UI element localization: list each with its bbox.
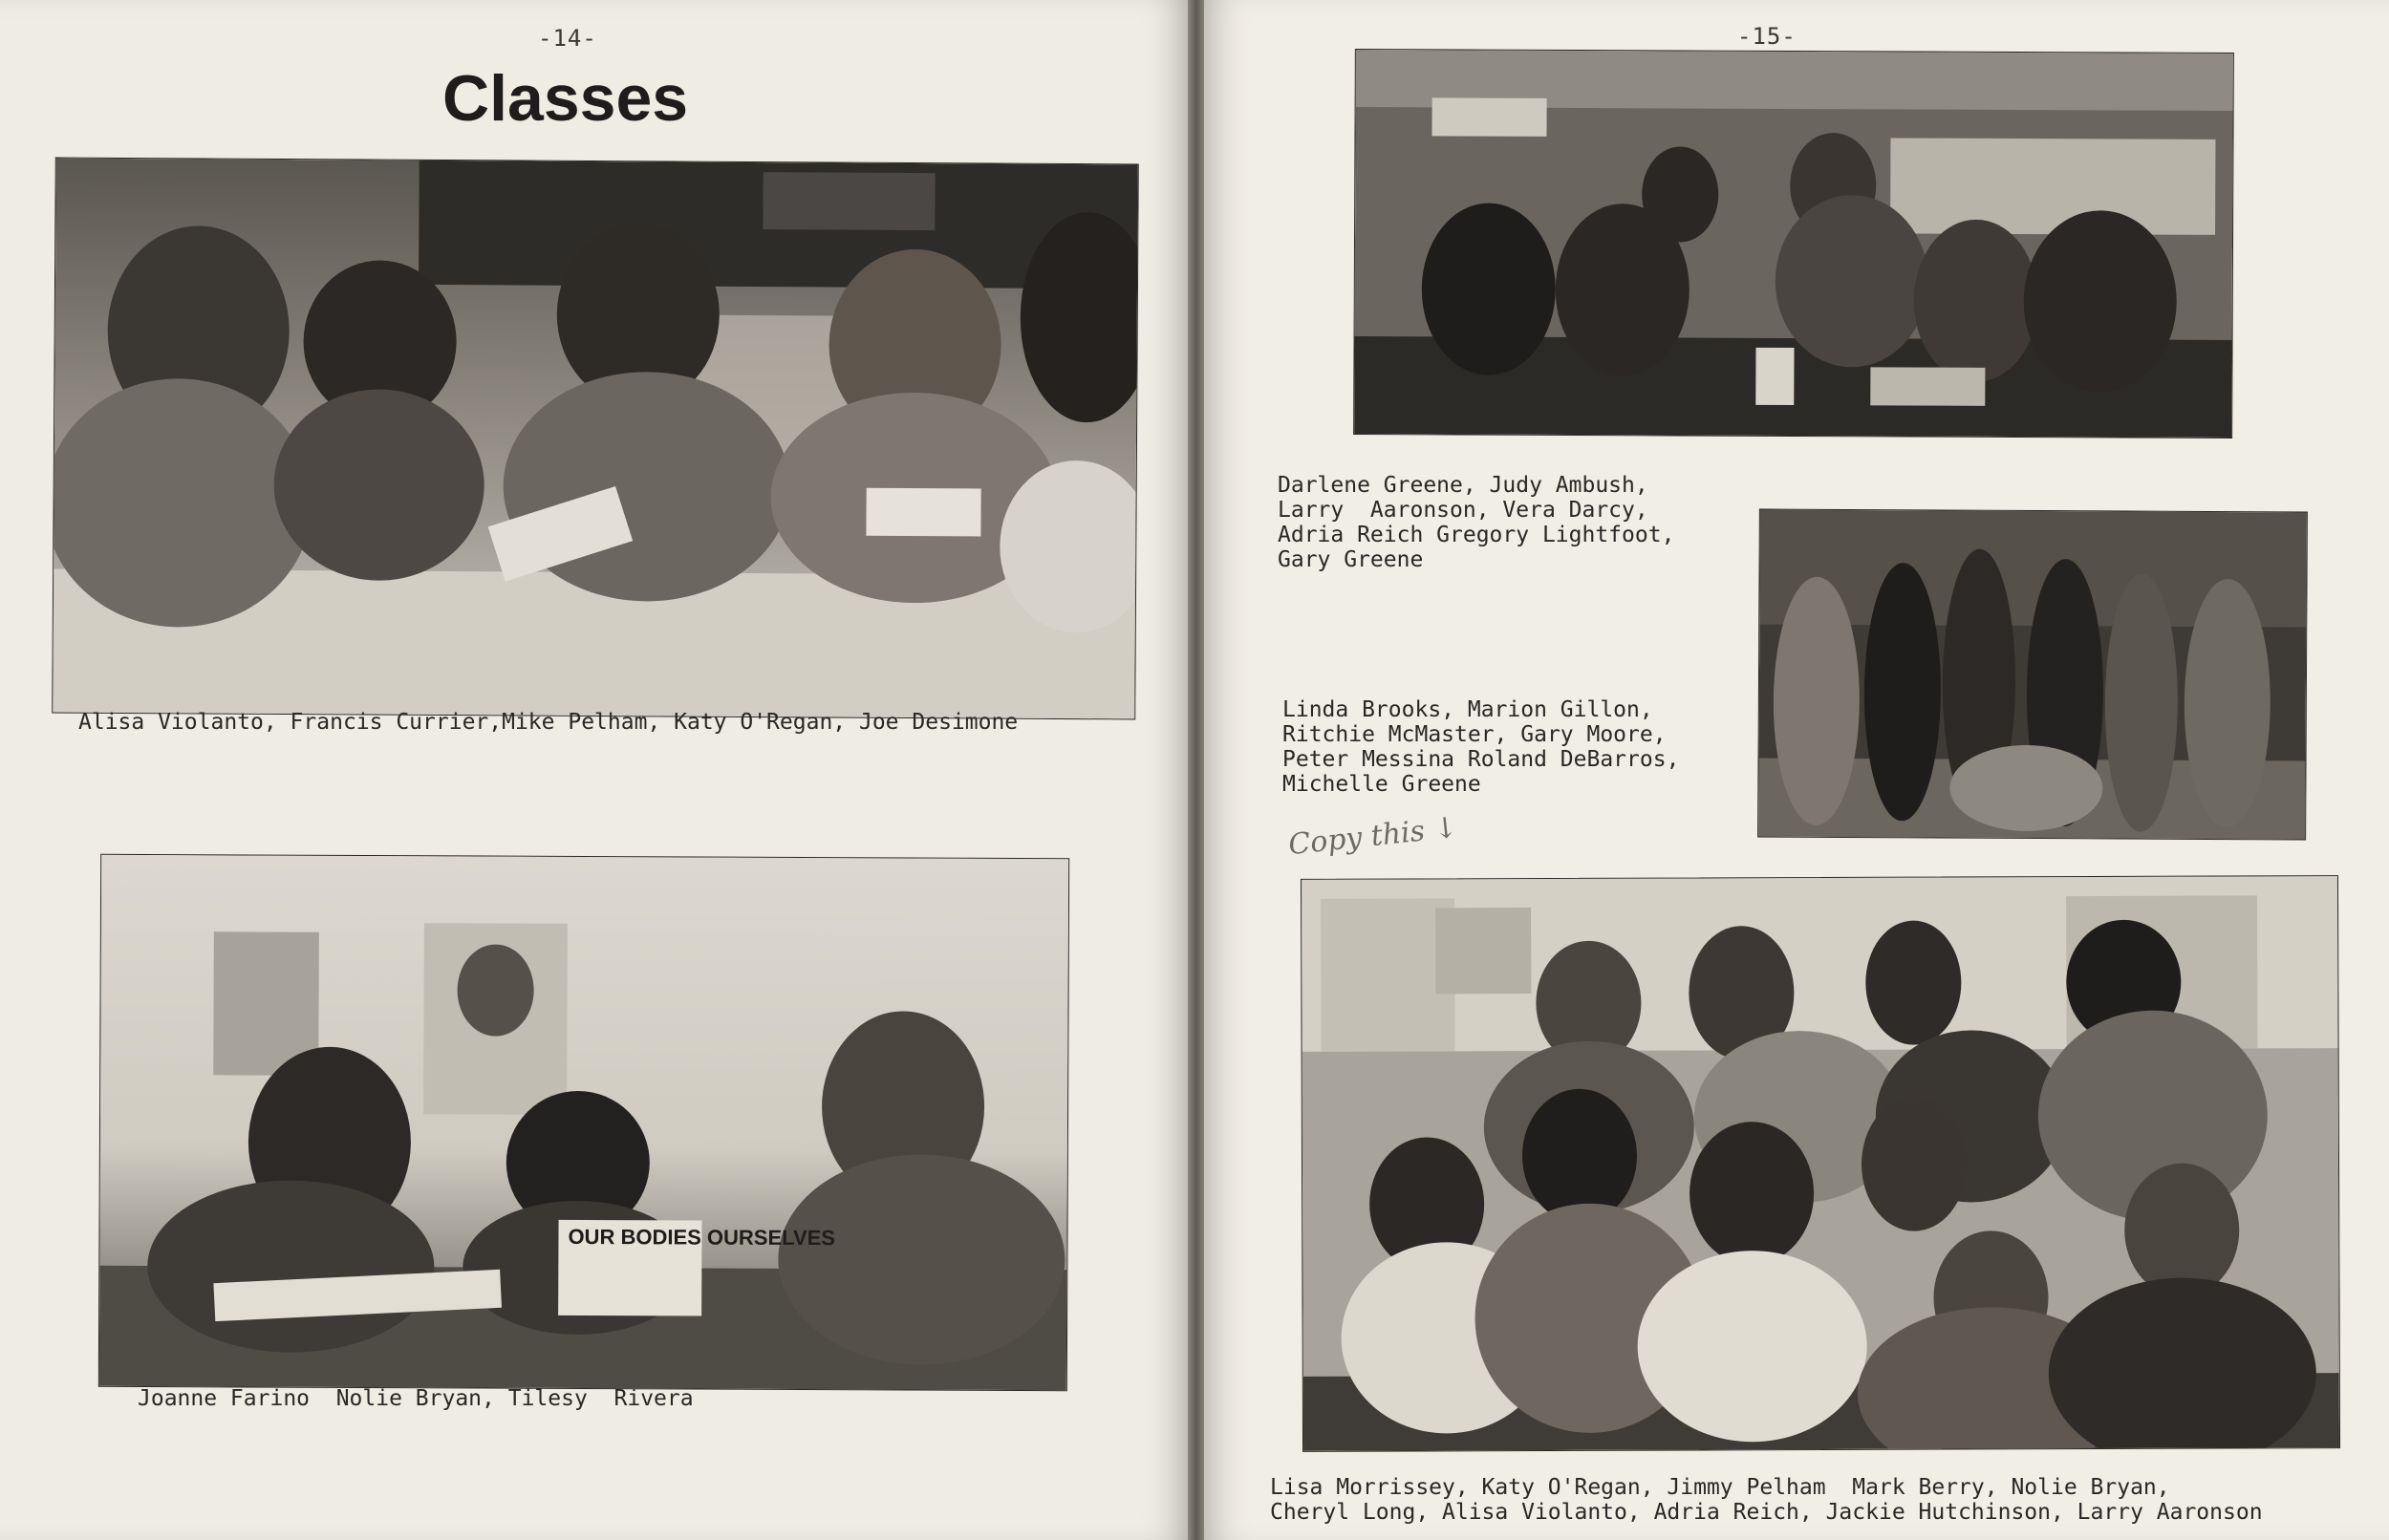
caption-photo-large-class-group [1270,1475,2263,1525]
caption-line: Gary Greene [1278,547,1424,572]
caption-photo-lounge-group [1278,473,1674,572]
photo-outdoor-group [1757,508,2308,840]
page-number-right: -15- [1737,23,1797,50]
caption-line: Lisa Morrissey, Katy O'Regan, Jimmy Pelham Mark Berry, Nolie Bryan, [1270,1475,2170,1500]
page-title: Classes [442,62,689,135]
caption-line: Ritchie McMaster, Gary Moore, [1282,722,1667,747]
photo-classroom-group [52,158,1139,720]
caption-photo-reading-group: Joanne Farino Nolie Bryan, Tilesy Rivera [138,1386,694,1411]
page-number-left: -14- [538,25,597,52]
caption-line: Darlene Greene, Judy Ambush, [1278,473,1648,498]
caption-photo-classroom-group: Alisa Violanto, Francis Currier,Mike Pelham, Katy O'Regan, Joe Desimone [78,710,1019,735]
book-cover-title: OUR BODIES OURSELVES [568,1224,836,1251]
caption-line: Adria Reich Gregory Lightfoot, [1278,523,1675,547]
handwritten-note: Copy this ↓ [1286,810,1460,863]
photo-reading-group [98,854,1069,1391]
photo-large-class-group [1301,875,2340,1452]
caption-photo-outdoor-group [1282,697,1679,797]
photo-lounge-group [1353,49,2234,438]
caption-line: Linda Brooks, Marion Gillon, [1282,697,1653,722]
caption-line: Larry Aaronson, Vera Darcy, [1278,498,1648,523]
bleed-through-text [57,1385,75,1462]
caption-line: Cheryl Long, Alisa Violanto, Adria Reich, Jackie Hutchinson, Larry Aaronson [1270,1500,2263,1525]
caption-line: Peter Messina Roland DeBarros, [1282,747,1680,772]
caption-line: Michelle Greene [1282,772,1481,797]
